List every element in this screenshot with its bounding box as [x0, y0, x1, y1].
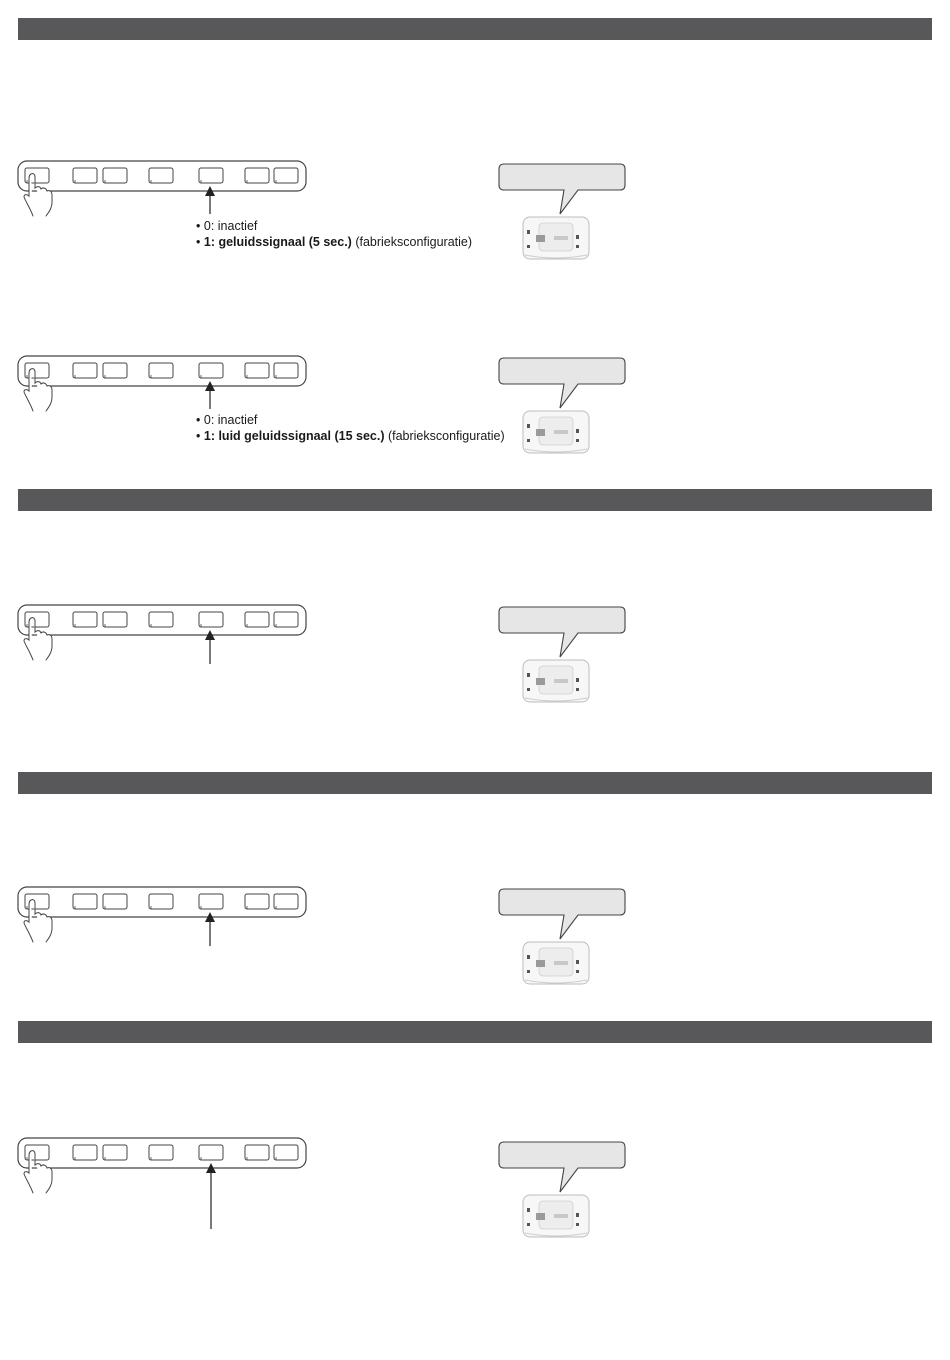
keypad-key — [274, 1145, 298, 1160]
pointing-hand-icon — [22, 898, 58, 944]
keypad-key — [199, 1145, 223, 1160]
keypad-key — [274, 612, 298, 627]
keypad-key — [199, 612, 223, 627]
section-2-header-bar — [18, 489, 932, 511]
option-item: • 1: luid geluidssignaal (15 sec.) (fabrieksconfiguratie) — [196, 429, 505, 443]
speech-bubble — [498, 1141, 626, 1193]
option-item: • 0: inactief — [196, 413, 258, 427]
option-list — [196, 218, 472, 250]
alarm-device-icon — [521, 409, 591, 455]
keypad-key — [149, 168, 173, 183]
keypad-row-icon — [17, 1137, 307, 1169]
keypad-key — [245, 363, 269, 378]
keypad-key — [149, 612, 173, 627]
keypad-key — [245, 612, 269, 627]
speech-bubble — [498, 888, 626, 940]
section-1-header-bar — [18, 18, 932, 40]
arrow-up-icon — [204, 186, 216, 214]
keypad-key — [73, 612, 97, 627]
keypad-key — [245, 894, 269, 909]
section-3-header-bar — [18, 772, 932, 794]
keypad-row-icon — [17, 886, 307, 918]
keypad-key — [199, 363, 223, 378]
option-item: • 0: inactief — [196, 219, 258, 233]
keypad-key — [245, 168, 269, 183]
pointing-hand-icon — [22, 367, 58, 413]
keypad-key — [73, 894, 97, 909]
keypad-key — [149, 1145, 173, 1160]
pointing-hand-icon — [22, 172, 58, 218]
keypad-key — [73, 168, 97, 183]
section-4-header-bar — [18, 1021, 932, 1043]
alarm-device-icon — [521, 1193, 591, 1239]
arrow-up-icon — [204, 630, 216, 664]
keypad-key — [103, 894, 127, 909]
keypad-key — [199, 894, 223, 909]
alarm-device-icon — [521, 658, 591, 704]
keypad-key — [245, 1145, 269, 1160]
option-list — [196, 412, 505, 444]
keypad-row-icon — [17, 355, 307, 387]
pointing-hand-icon — [22, 616, 58, 662]
keypad-key — [103, 363, 127, 378]
arrow-up-icon — [205, 1163, 217, 1229]
keypad-key — [103, 168, 127, 183]
alarm-device-icon — [521, 215, 591, 261]
keypad-key — [274, 363, 298, 378]
keypad-key — [73, 1145, 97, 1160]
keypad-key — [103, 612, 127, 627]
arrow-up-icon — [204, 912, 216, 946]
speech-bubble — [498, 606, 626, 658]
speech-bubble — [498, 357, 626, 409]
keypad-key — [274, 894, 298, 909]
keypad-key — [73, 363, 97, 378]
keypad-row-icon — [17, 160, 307, 192]
option-item: • 1: geluidssignaal (5 sec.) (fabrieksconfiguratie) — [196, 235, 473, 249]
keypad-row-icon — [17, 604, 307, 636]
keypad-key — [199, 168, 223, 183]
keypad-key — [149, 363, 173, 378]
keypad-key — [149, 894, 173, 909]
alarm-device-icon — [521, 940, 591, 986]
keypad-key — [103, 1145, 127, 1160]
keypad-key — [274, 168, 298, 183]
arrow-up-icon — [204, 381, 216, 409]
speech-bubble — [498, 163, 626, 215]
pointing-hand-icon — [22, 1149, 58, 1195]
